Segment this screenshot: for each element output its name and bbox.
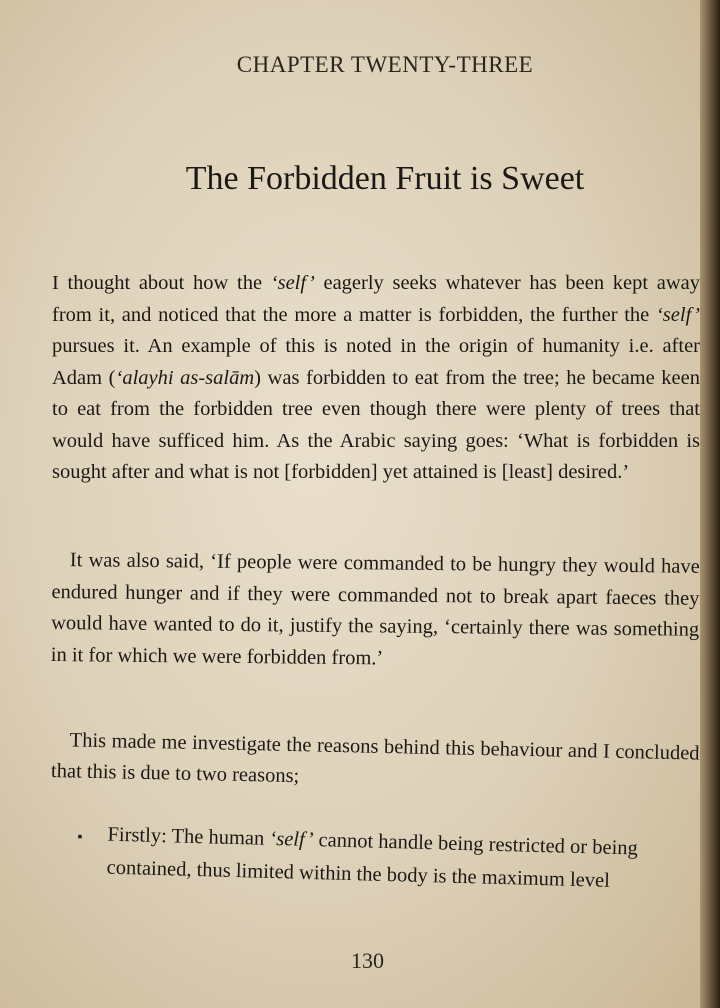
paragraph-1-part-b: eagerly seeks whatever has been kept away from it, and noticed that the more a matter is forbidden, the further the: [52, 272, 700, 326]
paragraph-1-part-a: I thought about how the: [52, 272, 271, 294]
bullet-lead: Firstly: The human: [107, 823, 270, 850]
chapter-heading: CHAPTER TWENTY-THREE: [236, 52, 534, 77]
paragraph-1-part-c: pursues it. An example of this is noted in the origin of humanity i.e. after Adam (: [52, 335, 700, 389]
self-term: ‘self’: [270, 272, 315, 294]
paragraph-3: This made me investigate the reasons behind this behaviour and I concluded that this is due to two reasons;: [50, 729, 700, 788]
bullet-list-item: [77, 818, 702, 900]
page-number: 130: [351, 948, 384, 973]
self-term: ‘self’: [655, 303, 700, 326]
paragraph-2: It was also said, ‘If people were commanded to be hungry they would have endured hunger and if they were commanded not to break apart faeces they would have wanted to do it, justify the saying, ‘certainly there was something in it for which we were forbidden from.’: [50, 549, 700, 669]
self-term: ‘self’: [269, 827, 314, 852]
square-bullet-icon: ▪: [77, 829, 83, 846]
paragraph-1: [52, 268, 700, 489]
honorific: ‘alayhi as-salām: [115, 366, 255, 389]
bullet-rest: cannot handle being restricted or being contained, thus limited within the body is the maximum level: [106, 829, 639, 892]
chapter-title: The Forbidden Fruit is Sweet: [185, 160, 585, 197]
page-edge-shadow: [700, 0, 720, 1008]
paragraph-1-part-d: ) was forbidden to eat from the tree; he became keen to eat from the forbidden tree even though there were plenty of trees that would have sufficed him. As the Arabic saying goes: ‘What is forbidden is sought after and what is not [forbidden] yet attained is [least] desired.’: [52, 366, 700, 483]
bullet-text: [80, 818, 702, 900]
